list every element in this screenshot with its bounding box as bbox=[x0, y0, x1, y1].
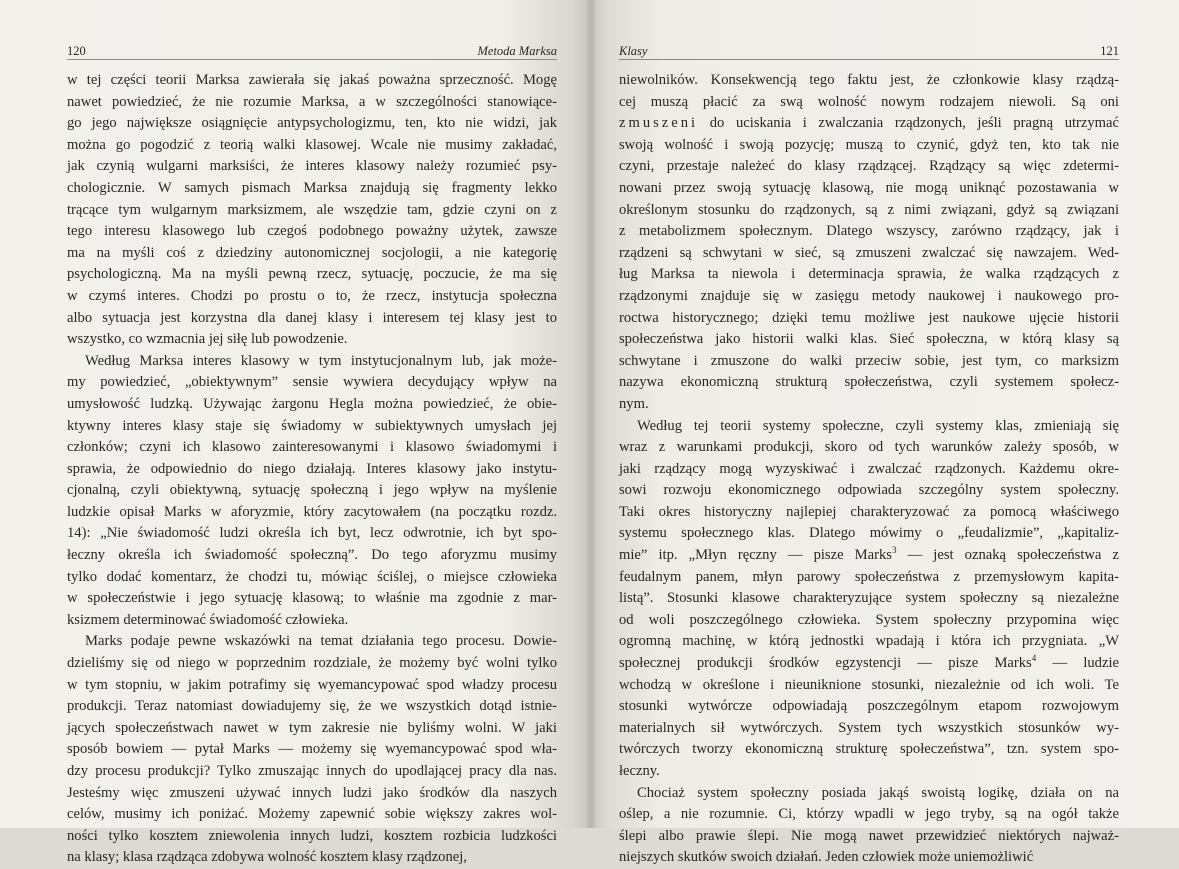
text-line: sposób bowiem — pytał Marks — możemy się wyemancypować spod wła- bbox=[67, 741, 557, 758]
text-line: 14): „Nie świadomość ludzi określa ich byt, lecz odwrotnie, ich byt spo- bbox=[67, 525, 557, 542]
running-title: Metoda Marksa bbox=[477, 44, 557, 58]
paragraph bbox=[67, 70, 557, 351]
paragraph bbox=[619, 783, 1119, 869]
text-line: nawet powiedzieć, że nie rozumie Marksa, a w szczególności stanowiące- bbox=[67, 93, 557, 110]
text-line: ogromną machinę, w którą jednostki wpadają i która ich przygniata. „W bbox=[619, 633, 1119, 650]
text-line: oślep, a nie rozumnie. Ci, którzy wpadli w jego tryby, są na ogół także bbox=[619, 806, 1119, 823]
text-line: cej muszą płacić za swą wolność nowym rodzajem niewoli. Są oni bbox=[619, 93, 1119, 110]
text-line: Według Marksa interes klasowy w tym instytucjonalnym lub, jak może- bbox=[85, 352, 557, 369]
paragraph bbox=[619, 416, 1119, 783]
text-line: społeczeństwa jako historii walki klas. Sieć społeczna, w którą klasy są bbox=[619, 331, 1119, 348]
text-line: jaki rządzący mogą wyzyskiwać i zwalczać rządzonych. Każdemu okre- bbox=[619, 460, 1119, 477]
text-line: łeczny. bbox=[619, 763, 660, 779]
text-line: feudalnym panem, młyn parowy społeczeństwa z przemysłowym kapita- bbox=[619, 568, 1119, 585]
text-line: tego interesu klasowego lub czegoś podobnego poważny użytek, zawsze bbox=[67, 223, 557, 240]
text-line: ślepi albo prawie ślepi. Nie mogą nawet przewidzieć niektórych najważ- bbox=[619, 827, 1119, 844]
text-line: jak czynią wulgarni marksiści, że interes klasowy należy rozumieć psy- bbox=[67, 158, 557, 175]
text-line: niewolników. Konsekwencją tego faktu jest, że członkowie klasy rządzą- bbox=[619, 72, 1119, 88]
text-line: schwytane i zmuszone do walki przeciw sobie, jest tym, co marksizm bbox=[619, 352, 1119, 369]
text-line: sowi rozwoju ekonomicznego odpowiada szczególny system społeczny. bbox=[619, 482, 1119, 499]
text-line: twórczych tworzy ekonomiczną strukturę społeczeństwa”, tzn. system spo- bbox=[619, 741, 1119, 758]
text-line: mie” itp. „Młyn ręczny — pisze Marks$^3$ — jest oznaką społeczeństwa z bbox=[619, 545, 1119, 564]
page-text bbox=[67, 70, 557, 869]
text-line: rządzonymi znajduje się w zasięgu metody naukowej i naukowego pro- bbox=[619, 287, 1119, 304]
text-line: roctwa historycznego; dzięki temu możliwe jest naukowe ujęcie historii bbox=[619, 309, 1119, 326]
text-line: Marks podaje pewne wskazówki na temat działania tego procesu. Dowie- bbox=[85, 633, 557, 650]
text-line: sprawia, że odpowiednio do niego działają. Interes klasowy jako instytu- bbox=[67, 460, 557, 477]
paragraph bbox=[67, 631, 557, 869]
page-text bbox=[619, 70, 1119, 869]
running-title: Klasy bbox=[619, 44, 648, 58]
text-line: my powiedzieć, „obiektywnym” sensie wywiera decydujący wpływ na bbox=[67, 374, 557, 391]
text-line: chologicznie. W samych pismach Marksa znajdują się fragmenty lekko bbox=[67, 179, 557, 196]
text-line: ludzkie opisał Marks w aforyzmie, który zacytowałem (na początku rozdz. bbox=[67, 503, 557, 520]
text-line: ksizmem determinować świadomość człowieka. bbox=[67, 611, 349, 628]
page-number: 120 bbox=[67, 44, 86, 58]
text-line: stosunki wytwórcze odpowiadają poszczególnym etapom rozwojowym bbox=[619, 698, 1119, 715]
running-header bbox=[619, 42, 1119, 60]
footnote-marker: 4 bbox=[1031, 653, 1037, 664]
text-line: określonym stosunku do rządzonych, są z nimi związani, gdyż są związani bbox=[619, 201, 1119, 218]
text-line: ności tylko kosztem zniewolenia innych ludzi, kosztem rozbicia ludzkości bbox=[67, 827, 557, 844]
text-line: produkcji. Teraz natomiast dowiadujemy się, że we wszystkich dotąd istnie- bbox=[67, 698, 557, 715]
paragraph bbox=[67, 351, 557, 632]
text-line: Według tej teorii systemy społeczne, czyli systemy klas, zmieniają się bbox=[637, 417, 1119, 434]
text-line: psychologiczną. Ma na myśli pewną rzecz, sytuację, poczucie, że ma się bbox=[67, 266, 557, 283]
running-header bbox=[67, 42, 557, 60]
text-line: cjonalną, czyli obiektywną, sytuację społeczną i jego wpływ na myślenie bbox=[67, 482, 557, 499]
text-line: od woli poszczególnego człowieka. System społeczny przypomina więc bbox=[619, 611, 1119, 628]
text-line: dzy procesu produkcji? Tylko zmuszając innych do upodlającej pracy dla nas. bbox=[67, 763, 557, 779]
text-line: swoją wolność i swoją pozycję; muszą to czynić, gdyż ten, kto tak nie bbox=[619, 136, 1119, 153]
text-line: w czymś interes. Chodzi po prostu o to, że rzecz, instytucja społeczna bbox=[67, 287, 557, 304]
text-line: umysłowość ludzką. Używając żargonu Hegla można powiedzieć, że obie- bbox=[67, 395, 557, 412]
text-line: nym. bbox=[619, 395, 649, 412]
text-line: tylko dodać komentarz, że chodzi tu, mówiąc ściślej, o miejsce człowieka bbox=[67, 568, 557, 585]
text-line: Jesteśmy więc zmuszeni używać innych ludzi jako środków dla naszych bbox=[67, 784, 557, 801]
text-line: na klasy; klasa rządząca zdobywa wolność kosztem klasy rządzonej, bbox=[67, 849, 467, 866]
left-page bbox=[0, 0, 590, 866]
text-line: listą”. Stosunki klasowe charakteryzujące system społeczny są niezależne bbox=[619, 590, 1119, 607]
text-line: jących społeczeństwach nawet w tym zakresie nie byliśmy wolni. W jaki bbox=[67, 719, 557, 736]
text-line: w tym stopniu, w jakim potrafimy się wyemancypować spod władzy procesu bbox=[67, 676, 557, 693]
text-line: zmuszeni do uciskania i zwalczania rządzonych, jeśli pragną utrzymać bbox=[619, 115, 1119, 132]
text-line: rządzeni są schwytani w sieć, są zmuszeni zwalczać się nawzajem. Wed- bbox=[619, 244, 1119, 261]
paragraph bbox=[619, 70, 1119, 416]
text-line: wchodzą w określone i nieuniknione stosunki, niezależnie od ich woli. Te bbox=[619, 676, 1119, 693]
text-line: czyni, przestaje należeć do klasy rządzącej. Rządzący są więc zdetermi- bbox=[619, 158, 1119, 175]
text-line: w tej części teorii Marksa zawierała się jakaś poważna sprzeczność. Mogę bbox=[67, 72, 557, 88]
text-line: niejszych skutków swoich działań. Jeden człowiek może uniemożliwić bbox=[619, 849, 1034, 866]
right-page bbox=[590, 0, 1179, 866]
text-line: wszystko, co wzmacnia jej siłę lub powodzenie. bbox=[67, 331, 348, 348]
text-line: łeczny określa ich świadomość społeczną”. Do tego aforyzmu musimy bbox=[67, 547, 557, 564]
emphasized-word: zmuszeni bbox=[619, 115, 699, 132]
text-line: można go pogodzić z teorią walki klasowej. Wcale nie musimy zakładać, bbox=[67, 136, 557, 153]
text-line: z metabolizmem społecznym. Dlatego wszyscy, zarówno rządzący, jak i bbox=[619, 223, 1119, 240]
text-line: systemu społecznego klas. Dlatego mówimy o „feudalizmie”, „kapitaliz- bbox=[619, 525, 1119, 542]
text-line: materialnych sił wytwórczych. System tych wszystkich stosunków wy- bbox=[619, 719, 1119, 736]
text-line: celów, musimy ich poniżać. Możemy zapewnić sobie większy zakres wol- bbox=[67, 806, 557, 823]
text-line: dzieliśmy się od niego w poprzednim rozdziale, że możemy być wolni tylko bbox=[67, 655, 557, 672]
text-line: społecznej produkcji środków egzystencji — pisze Marks$^4$ — ludzie bbox=[619, 653, 1119, 672]
text-line: nazywa ekonomiczną strukturą społeczeństwa, czyli systemem społecz- bbox=[619, 374, 1119, 391]
page-number: 121 bbox=[1100, 44, 1119, 58]
text-line: trącące tym wulgarnym marksizmem, ale wszędzie tam, gdzie czyni on z bbox=[67, 201, 557, 218]
text-line: ług Marksa ta niewola i determinacja sprawia, że walka rządzących z bbox=[619, 266, 1119, 283]
footnote-marker: 3 bbox=[891, 545, 897, 556]
text-line: ktywny interes klasy staje się świadomy w subiektywnych umysłach jej bbox=[67, 417, 557, 434]
text-line: albo sytuacja jest korzystna dla danej klasy i interesem tej klasy jest to bbox=[67, 309, 557, 326]
text-line: Taki okres historyczny najlepiej charakteryzować za pomocą właściwego bbox=[619, 503, 1119, 520]
text-line: go jego największe osiągnięcie antypsychologizmu, ten, kto nie widzi, jak bbox=[67, 115, 557, 132]
text-line: wraz z warunkami produkcji, skoro od tych warunków zależy sposób, w bbox=[619, 439, 1119, 456]
text-line: Chociaż system społeczny posiada jakąś swoistą logikę, działa on na bbox=[637, 784, 1119, 801]
text-line: w społeczeństwie i jego sytuację klasową; to właśnie ma zgodnie z mar- bbox=[67, 590, 557, 607]
text-line: nowani przez swoją sytuację klasową, nie mogą uniknąć pozostawania w bbox=[619, 179, 1119, 196]
book-gutter bbox=[585, 0, 597, 828]
text-line: ma na myśli coś z dziedziny autonomicznej socjologii, a nie kategorię bbox=[67, 244, 557, 261]
text-line: członków; czyni ich klasowo zainteresowanymi i klasowo świadomymi i bbox=[67, 439, 557, 456]
